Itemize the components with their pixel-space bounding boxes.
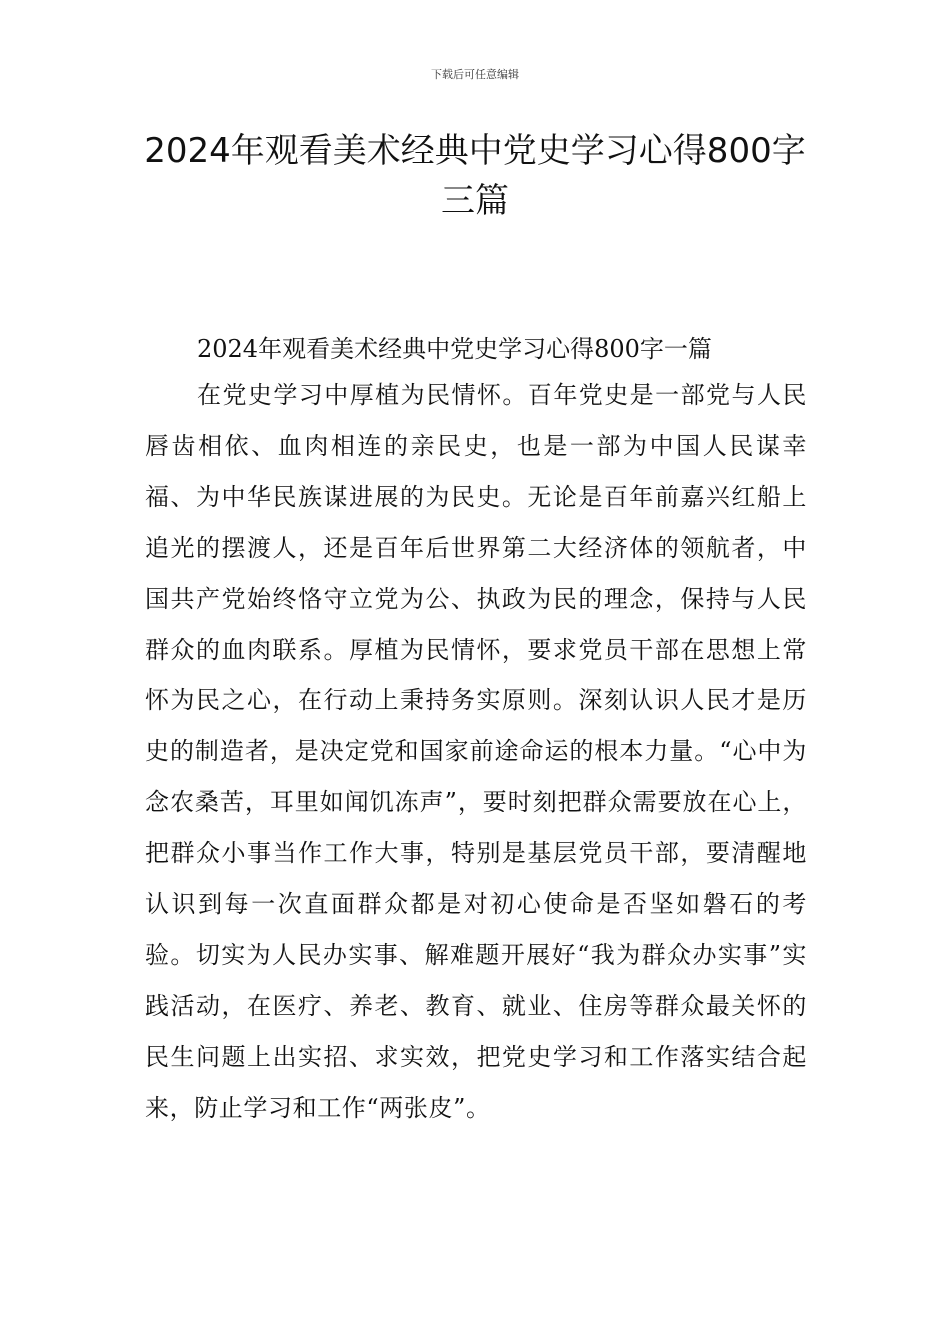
header-note: 下载后可任意编辑: [431, 68, 519, 81]
document-body: [145, 328, 807, 1134]
document-title: 2024年观看美术经典中党史学习心得800字三篇: [144, 131, 806, 221]
body-paragraph: 在党史学习中厚植为民情怀。百年党史是一部党与人民唇齿相依、血肉相连的亲民史，也是一部为中国人民谋幸福、为中华民族谋进展的为民史。无论是百年前嘉兴红船上追光的摆渡人，还是百年后世界第二大经济体的领航者，中国共产党始终恪守立党为公、执政为民的理念，保持与人民群众的血肉联系。厚植为民情怀，要求党员干部在思想上常怀为民之心，在行动上秉持务实原则。深刻认识人民才是历史的制造者，是决定党和国家前途命运的根本力量。“心中为念农桑苦，耳里如闻饥冻声”，要时刻把群众需要放在心上，把群众小事当作工作大事，特别是基层党员干部，要清醒地认识到每一次直面群众都是对初心使命是否坚如磐石的考验。切实为人民办实事、解难题开展好“我为群众办实事”实践活动，在医疗、养老、教育、就业、住房等群众最关怀的民生问题上出实招、求实效，把党史学习和工作落实结合起来，防止学习和工作“两张皮”。: [145, 381, 807, 1122]
section-title: 2024年观看美术经典中党史学习心得800字一篇: [197, 335, 712, 363]
